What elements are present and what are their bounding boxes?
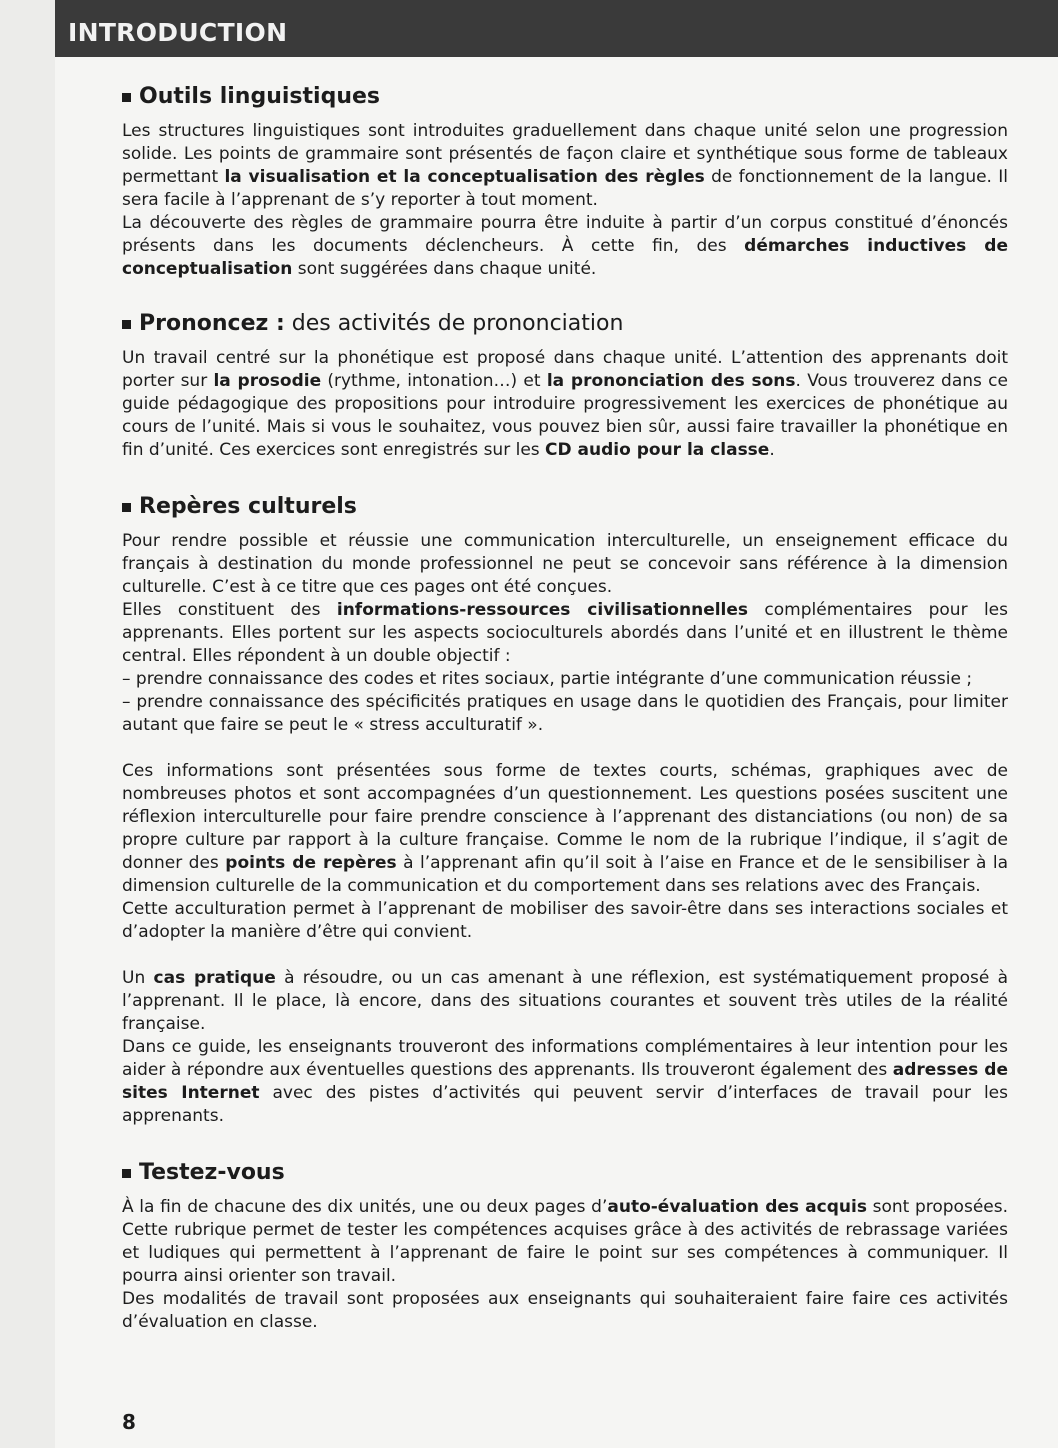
paragraph: Pour rendre possible et réussie une communication interculturelle, un enseignement efficace du français à destination du monde professionnel ne peut se concevoir sans référence à la dimension culturelle. C’est à ce titre que ces pages ont été conçues. bbox=[122, 531, 1008, 597]
section-title-text: Repères culturels bbox=[139, 494, 357, 519]
section-title-text: Outils linguistiques bbox=[139, 84, 380, 109]
header-title: INTRODUCTION bbox=[68, 18, 288, 47]
square-bullet-icon bbox=[122, 1169, 131, 1178]
paragraph: Des modalités de travail sont proposées aux enseignants qui souhaiteraient faire faire ces activités d’évaluation en classe. bbox=[122, 1289, 1008, 1332]
paragraph: Les structures linguistiques sont introduites graduellement dans chaque unité selon une progression solide. Les points de grammaire sont présentés de façon claire et synthétique sous forme de tableaux permettant la visualisation et la conceptualisation des règles de fonctionnement de la langue. Il sera facile à l’apprenant de s’y reporter à tout moment. bbox=[122, 121, 1008, 210]
paragraph: Un cas pratique à résoudre, ou un cas amenant à une réflexion, est systématiquement proposé à l’apprenant. Il le place, là encore, dans des situations courantes et souvent très utiles de la réalité française. bbox=[122, 968, 1008, 1034]
square-bullet-icon bbox=[122, 320, 131, 329]
section-title-text: Testez-vous bbox=[139, 1160, 285, 1185]
section-title bbox=[122, 309, 1008, 339]
square-bullet-icon bbox=[122, 503, 131, 512]
section-title bbox=[122, 1158, 1008, 1188]
paragraph: À la fin de chacune des dix unités, une ou deux pages d’auto-évaluation des acquis sont proposées. Cette rubrique permet de tester les compétences acquises grâce à des activités de rebrassage variées et ludiques qui permettent à l’apprenant de faire le point sur ses compétences à communiquer. Il pourra ainsi orienter son travail. bbox=[122, 1197, 1008, 1286]
section-title bbox=[122, 492, 1008, 522]
paragraph: La découverte des règles de grammaire pourra être induite à partir d’un corpus constitué d’énoncés présents dans les documents déclencheurs. À cette fin, des démarches inductives de conceptualisation sont suggérées dans chaque unité. bbox=[122, 213, 1009, 279]
section-testez-vous bbox=[122, 1158, 1008, 1334]
paragraph: Ces informations sont présentées sous forme de textes courts, schémas, graphiques avec de nombreuses photos et sont accompagnées d’un questionnement. Les questions posées suscitent une réflexion interculturelle pour faire prendre conscience à l’apprenant des distanciations (ou non) de sa propre culture par rapport à la culture française. Comme le nom de la rubrique l’indique, il s’agit de donner des points de repères à l’apprenant afin qu’il soit à l’aise en France et de le sensibiliser à la dimension culturelle de la communication et du comportement dans ses relations avec des Français. bbox=[122, 761, 1008, 896]
square-bullet-icon bbox=[122, 93, 131, 102]
section-prononcez bbox=[122, 309, 1008, 462]
list-item: – prendre connaissance des codes et rites sociaux, partie intégrante d’une communication réussie ; bbox=[122, 669, 973, 689]
page-content bbox=[122, 82, 1008, 1334]
section-reperes-culturels bbox=[122, 492, 1008, 1128]
paragraph: Un travail centré sur la phonétique est proposé dans chaque unité. L’attention des apprenants doit porter sur la prosodie (rythme, intonation…) et la prononciation des sons. Vous trouverez dans ce guide pédagogique des propositions pour introduire progressivement les exercices de phonétique au cours de l’unité. Mais si vous le souhaitez, vous pouvez bien sûr, aussi faire travailler la phonétique en fin d’unité. Ces exercices sont enregistrés sur les CD audio pour la classe. bbox=[122, 348, 1008, 460]
section-title bbox=[122, 82, 1008, 112]
page-number: 8 bbox=[122, 1410, 136, 1434]
paragraph: Cette acculturation permet à l’apprenant de mobiliser des savoir-être dans ses interactions sociales et d’adopter la manière d’être qui convient. bbox=[122, 899, 1008, 942]
section-title-subtext: des activités de prononciation bbox=[284, 311, 624, 336]
section-outils-linguistiques bbox=[122, 82, 1008, 281]
paragraph: Dans ce guide, les enseignants trouveront des informations complémentaires à leur intention pour les aider à répondre aux éventuelles questions des apprenants. Ils trouveront également des adresses de sites Internet avec des pistes d’activités qui peuvent servir d’interfaces de travail pour les apprenants. bbox=[122, 1037, 1008, 1126]
section-title-text: Prononcez : bbox=[139, 311, 285, 336]
list-item: – prendre connaissance des spécificités pratiques en usage dans le quotidien des Français, pour limiter autant que faire se peut le « stress acculturatif ». bbox=[122, 692, 1008, 735]
paragraph: Elles constituent des informations-ressources civilisationnelles complémentaires pour les apprenants. Elles portent sur les aspects socioculturels abordés dans l’unité et en illustrent le thème central. Elles répondent à un double objectif : bbox=[122, 600, 1008, 666]
